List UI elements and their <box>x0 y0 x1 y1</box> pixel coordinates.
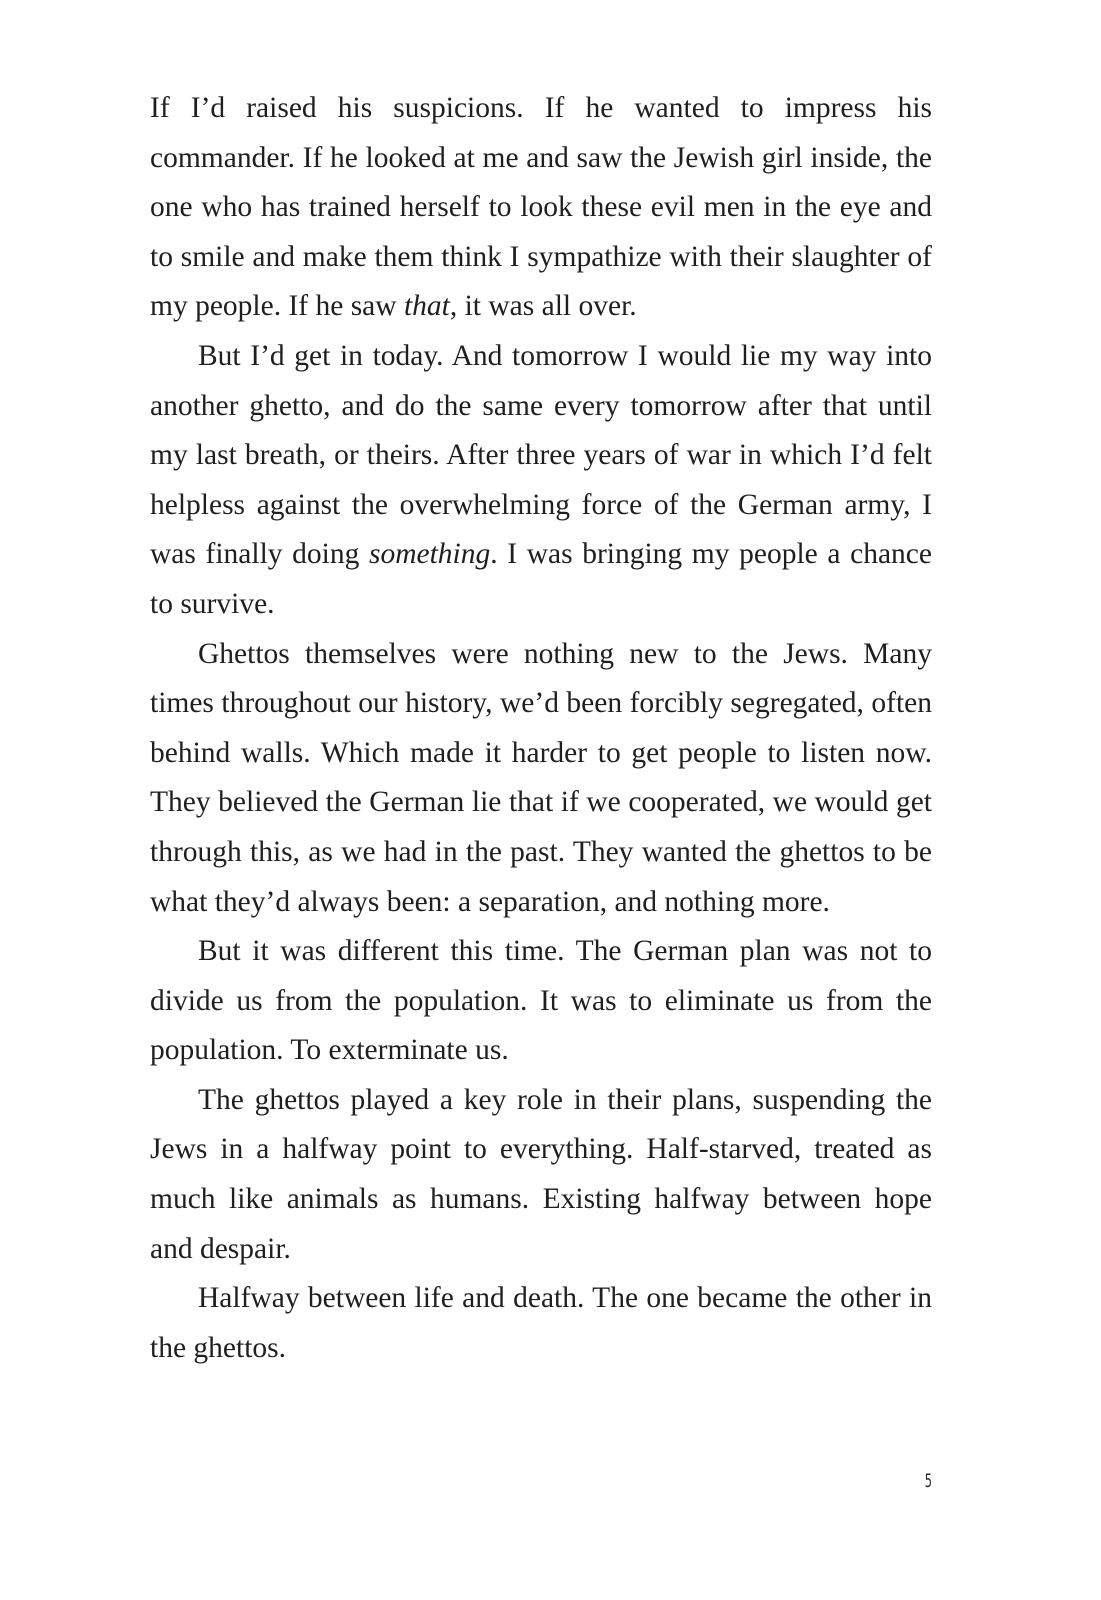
paragraph-5-text: The ghettos played a key role in their plans, suspending the Jews in a halfway point to everything. Half-starved, treated as much like animals as humans. Existing halfway between hope and despair. <box>150 1083 932 1265</box>
paragraph-3-text: Ghettos themselves were nothing new to the Jews. Many times throughout our history, we’d been forcibly segregated, often behind walls. Which made it harder to get people to listen now. They believed the German lie that if we cooperated, we would get through this, as we had in the past. They wanted the ghettos to be what they’d always been: a separation, and nothing more. <box>150 637 932 918</box>
paragraph-1-text-a: If I’d raised his suspicions. If he wanted to impress his commander. If he looked at me and saw the Jewish girl inside, the one who has trained herself to look these evil men in the eye and to smile and make them think I sympathize with their slaughter of my people. If he saw <box>150 92 932 323</box>
paragraph-2-italic: something <box>368 538 491 571</box>
paragraph-4 <box>150 927 932 1076</box>
paragraph-1-italic: that <box>403 290 450 323</box>
body-text <box>150 84 932 1373</box>
paragraph-1 <box>150 84 932 332</box>
paragraph-2-text-b: . I was bringing my people a chance to survive. <box>150 538 932 620</box>
paragraph-5 <box>150 1076 932 1274</box>
paragraph-1-text-b: , it was all over. <box>449 290 637 323</box>
page-number: 5 <box>924 1470 932 1492</box>
paragraph-3 <box>150 630 932 928</box>
paragraph-2-text-a: But I’d get in today. And tomorrow I would lie my way into another ghetto, and do the same every tomorrow after that until my last breath, or theirs. After three years of war in which I’d felt helpless against the overwhelming force of the German army, I was finally doing <box>150 339 932 571</box>
paragraph-2 <box>150 332 932 630</box>
paragraph-6-text: Halfway between life and death. The one became the other in the ghettos. <box>150 1282 932 1364</box>
paragraph-6 <box>150 1274 932 1373</box>
paragraph-4-text: But it was different this time. The German plan was not to divide us from the population. It was to eliminate us from the population. To exterminate us. <box>150 935 932 1067</box>
